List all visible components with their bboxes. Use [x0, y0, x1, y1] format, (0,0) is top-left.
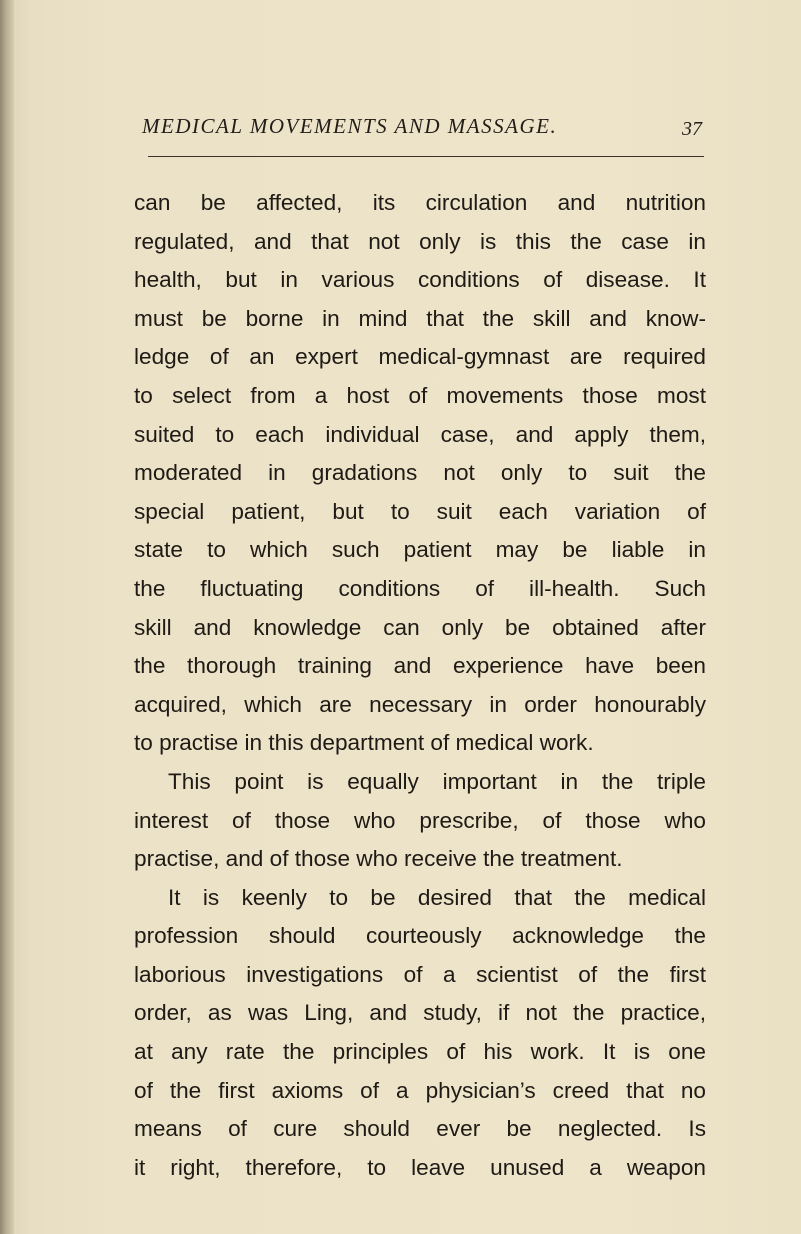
- text-line: regulated, and that not only is this the case in: [134, 228, 706, 254]
- text-line: the thorough training and experience have been: [134, 653, 706, 679]
- text-line: interest of those who prescribe, of those who: [134, 807, 706, 833]
- text-line: health, but in various conditions of disease. It: [134, 267, 706, 293]
- text-line: order, as was Ling, and study, if not the practice,: [134, 1000, 706, 1026]
- header-rule: [148, 156, 704, 157]
- page-spine-shadow: [0, 0, 14, 1234]
- text-line: can be affected, its circulation and nutrition: [134, 190, 706, 215]
- text-line: moderated in gradations not only to suit the: [134, 460, 706, 486]
- text-line: at any rate the principles of his work. It is one: [134, 1039, 706, 1065]
- text-line: ledge of an expert medical-gymnast are required: [134, 344, 706, 370]
- text-line: to select from a host of movements those most: [134, 382, 706, 408]
- text-line: laborious investigations of a scientist of the first: [134, 961, 706, 987]
- text-line: to practise in this department of medical work.: [134, 730, 594, 756]
- running-title: MEDICAL MOVEMENTS AND MASSAGE.: [142, 114, 558, 138]
- text-line: acquired, which are necessary in order honourably: [134, 691, 706, 717]
- page-number: 37: [682, 118, 702, 140]
- text-line: of the first axioms of a physician’s creed that no: [134, 1077, 706, 1103]
- running-head: [142, 114, 702, 146]
- text-line: This point is equally important in the triple: [168, 768, 706, 794]
- body-text: [134, 184, 706, 1187]
- text-line: must be borne in mind that the skill and know-: [134, 305, 706, 331]
- text-line: special patient, but to suit each variation of: [134, 498, 706, 524]
- text-line: It is keenly to be desired that the medical: [168, 884, 706, 910]
- text-line: practise, and of those who receive the treatment.: [134, 846, 623, 872]
- text-line: skill and knowledge can only be obtained after: [134, 614, 706, 640]
- text-line: suited to each individual case, and apply them,: [134, 421, 706, 447]
- text-line: it right, therefore, to leave unused a weapon: [134, 1154, 706, 1180]
- text-line: the fluctuating conditions of ill-health. Such: [134, 575, 706, 601]
- text-line: means of cure should ever be neglected. Is: [134, 1116, 706, 1142]
- text-line: state to which such patient may be liable in: [134, 537, 706, 563]
- text-line: profession should courteously acknowledge the: [134, 923, 706, 949]
